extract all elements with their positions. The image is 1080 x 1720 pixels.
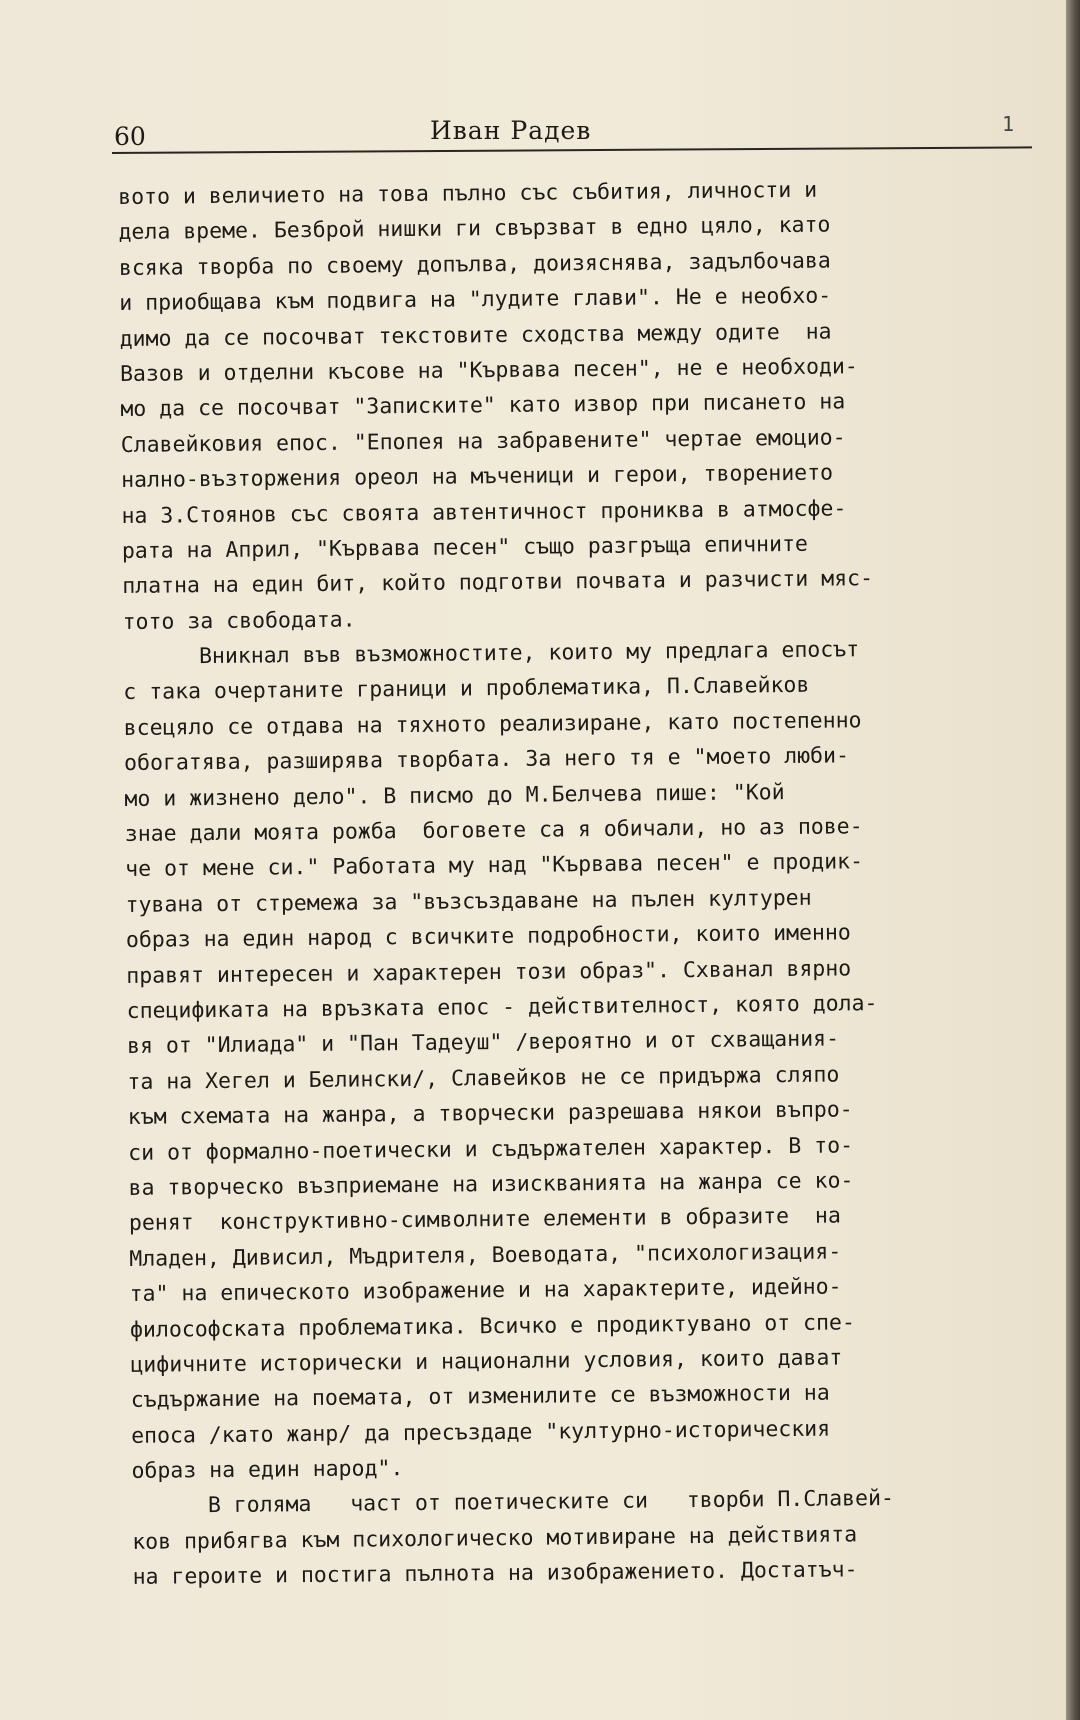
text-line: всецяло се отдава на тяхното реализиране, като постепенно xyxy=(123,708,862,741)
text-line: та" на епическото изображение и на характерите, идейно- xyxy=(129,1274,842,1308)
paragraph-first-line: В голяма част от поетическите си творби П.Славей- xyxy=(207,1486,895,1519)
text-line: тото за свободата. xyxy=(122,607,356,635)
text-line: философската проблематика. Всичко е продиктувано от спе- xyxy=(129,1309,856,1343)
text-line: спецификата на връзката епос - действителност, която дола- xyxy=(126,991,878,1024)
text-line: ва творческо възприемане на изискванията на жанра се ко- xyxy=(128,1168,854,1201)
running-title: Иван Радев xyxy=(430,116,592,145)
text-line: вя от "Илиада" и "Пан Тадеуш" /вероятно и от схващания- xyxy=(126,1026,840,1060)
text-line: вото и величието на това пълно със събития, личности и xyxy=(118,177,818,210)
text-line: че от мене си." Работата му над "Кървава песен" е продик- xyxy=(125,849,864,883)
text-line: мо и жизнено дело". В писмо до М.Белчева пише: "Кой xyxy=(124,779,785,812)
text-line: Вазов и отделни късове на "Кървава песен", не е необходи- xyxy=(119,354,858,387)
page-number: 60 xyxy=(114,122,146,151)
text-line: та на Хегел и Белински/, Славейков не се придържа сляпо xyxy=(127,1062,840,1095)
text-line: мо да се посочват "Записките" като извор при писането на xyxy=(120,389,846,423)
text-line: платна на един бит, който подготви почвата и разчисти мяс- xyxy=(122,566,874,600)
text-line: дела време. Безброй нишки ги свързват в едно цяло, като xyxy=(118,212,831,246)
text-line: образ на един народ". xyxy=(131,1456,404,1484)
text-line: епоса /като жанр/ да пресъздаде "културно-историческия xyxy=(131,1416,831,1449)
text-line: тувана от стремежа за "възсъздаване на пълен културен xyxy=(125,885,812,918)
text-line: Славейковия епос. "Епопея на забравените" чертае емоцио- xyxy=(120,425,846,458)
text-line: ков прибягва към психологическо мотивиране на действията xyxy=(132,1522,858,1555)
text-line: всяка творба по своему допълва, доизяснява, задълбочава xyxy=(118,248,831,281)
text-line: димо да се посочват текстовите сходства между одите на xyxy=(119,319,832,352)
text-line: знае дали моята рожба боговете са я обичали, но аз пове- xyxy=(124,814,863,847)
text-line: съдържание на поемата, от изменилите се възможности на xyxy=(130,1380,830,1414)
text-line: към схемата на жанра, а творчески разрешава някои въпро- xyxy=(127,1097,853,1131)
text-line: на З.Стоянов със своята автентичност прониква в атмосфе- xyxy=(121,495,847,529)
running-header xyxy=(112,112,1032,154)
text-line: рата на Април, "Кървава песен" също разгръща епичните xyxy=(121,531,809,564)
paragraph-first-line: Вникнал във възможностите, които му предлага епосът xyxy=(198,637,860,670)
text-line: нално-възторжения ореол на мъченици и герои, творението xyxy=(121,460,834,494)
text-line: цифичните исторически и национални условия, които дават xyxy=(130,1345,843,1378)
text-line: правят интересен и характерен този образ". Схванал вярно xyxy=(126,955,852,989)
corner-mark: 1 xyxy=(1001,112,1014,136)
text-line: на героите и постига пълнота на изображението. Достатъч- xyxy=(132,1557,858,1591)
text-line: с така очертаните граници и проблематика, П.Славейков xyxy=(123,673,810,706)
book-spine-edge xyxy=(1066,0,1080,1720)
header-rule xyxy=(112,146,1032,154)
text-line: Младен, Дивисил, Мъдрителя, Воеводата, "психологизация- xyxy=(129,1239,842,1272)
text-line: обогатява, разширява творбата. За него тя е "моето люби- xyxy=(123,743,850,777)
text-line: ренят конструктивно-символните елементи в образите на xyxy=(128,1203,841,1237)
text-line: си от формално-поетически и съдържателен характер. В то- xyxy=(128,1132,854,1166)
text-line: и приобщава към подвига на "лудите глави". Не е необхо- xyxy=(119,283,832,317)
body-text xyxy=(118,170,1080,1596)
text-line: образ на един народ с всичките подробности, които именно xyxy=(125,920,851,954)
